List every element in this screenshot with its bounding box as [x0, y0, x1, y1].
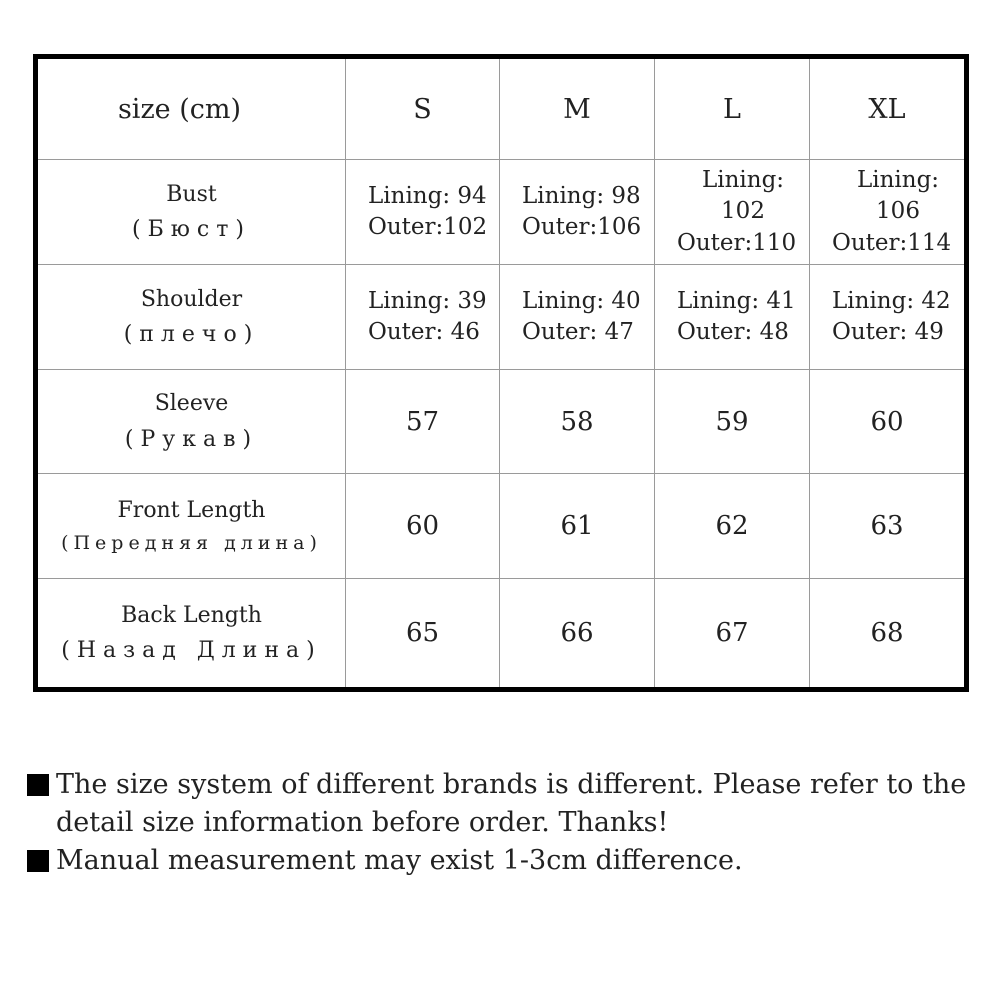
header-size-xl [810, 59, 964, 160]
cell-value: 60 [870, 406, 904, 437]
row-label-ru: (Назад Длина) [61, 638, 322, 663]
row-label-back-length [38, 579, 346, 687]
cell-value: 57 [405, 406, 440, 437]
table-cell [346, 579, 500, 687]
header-size-xl-text: XL [868, 93, 906, 125]
table-cell [810, 474, 964, 579]
note-item [27, 842, 977, 880]
table-cell [346, 370, 500, 474]
outer-value: Outer: 46 [368, 319, 480, 345]
table-cell [500, 160, 655, 265]
note-text: Manual measurement may exist 1-3cm difference. [56, 845, 743, 876]
table-cell [655, 370, 810, 474]
lining-value: Lining: 40 [522, 287, 641, 314]
cell-value: 59 [715, 406, 749, 437]
outer-value: Outer: 49 [832, 319, 944, 345]
table-cell [346, 160, 500, 265]
header-size-label [38, 59, 346, 160]
table-cell [810, 265, 964, 370]
cell-value: 62 [715, 511, 749, 541]
row-label-shoulder [38, 265, 346, 370]
lining-value: Lining: 42 [832, 287, 951, 314]
table-cell [810, 370, 964, 474]
header-size-label-text: size (cm) [117, 93, 242, 125]
table-cell [346, 265, 500, 370]
outer-value: Outer:110 [677, 229, 797, 256]
row-label-ru: (плечо) [123, 322, 260, 347]
header-size-s-text: S [413, 93, 432, 125]
lining-value: Lining: 39 [368, 287, 487, 314]
outer-value: Outer:106 [522, 214, 642, 240]
header-size-s [346, 59, 500, 160]
table-cell [810, 579, 964, 687]
header-size-m-text: M [563, 93, 591, 125]
lining-value: Lining: 94 [368, 182, 487, 209]
row-label-sleeve [38, 370, 346, 474]
cell-value: 67 [715, 618, 749, 648]
cell-value: 63 [870, 511, 904, 541]
row-label-ru: (Рукав) [124, 426, 259, 452]
notes [27, 766, 977, 880]
note-item [27, 766, 977, 842]
header-size-m [500, 59, 655, 160]
row-label-en: Front Length [117, 498, 266, 524]
outer-value: Outer:102 [368, 214, 488, 240]
size-table-grid [38, 59, 964, 687]
row-label-en: Sleeve [154, 391, 229, 417]
table-cell [500, 579, 655, 687]
table-cell [655, 474, 810, 579]
table-cell [500, 265, 655, 370]
cell-value: 66 [560, 618, 594, 648]
table-cell [810, 160, 964, 265]
cell-value: 58 [560, 406, 594, 437]
row-label-ru: (Бюст) [132, 217, 251, 242]
table-cell [346, 474, 500, 579]
outer-value: Outer: 47 [522, 319, 634, 345]
table-cell [500, 370, 655, 474]
cell-value: 60 [405, 511, 440, 541]
table-cell [500, 474, 655, 579]
row-label-bust [38, 160, 346, 265]
cell-value: 68 [870, 618, 904, 648]
lining-value: Lining: 98 [522, 182, 641, 209]
cell-value: 65 [405, 618, 440, 648]
size-table [33, 54, 969, 692]
lining-value: Lining: 102 [701, 167, 785, 225]
row-label-front-length [38, 474, 346, 579]
row-label-ru: (Передняя длина) [61, 532, 322, 555]
header-size-l-text: L [723, 93, 741, 125]
outer-value: Outer: 48 [677, 319, 789, 345]
table-cell [655, 160, 810, 265]
note-text: The size system of different brands is different. Please refer to the detail size information before order. Thanks! [56, 769, 967, 838]
table-cell [655, 265, 810, 370]
row-label-en: Back Length [121, 602, 262, 628]
square-bullet-icon [27, 850, 49, 872]
square-bullet-icon [27, 774, 49, 796]
table-cell [655, 579, 810, 687]
cell-value: 61 [560, 511, 594, 541]
row-label-en: Shoulder [140, 286, 243, 312]
lining-value: Lining: 106 [856, 167, 940, 225]
header-size-l [655, 59, 810, 160]
outer-value: Outer:114 [832, 229, 952, 256]
row-label-en: Bust [166, 181, 217, 207]
lining-value: Lining: 41 [677, 287, 796, 314]
